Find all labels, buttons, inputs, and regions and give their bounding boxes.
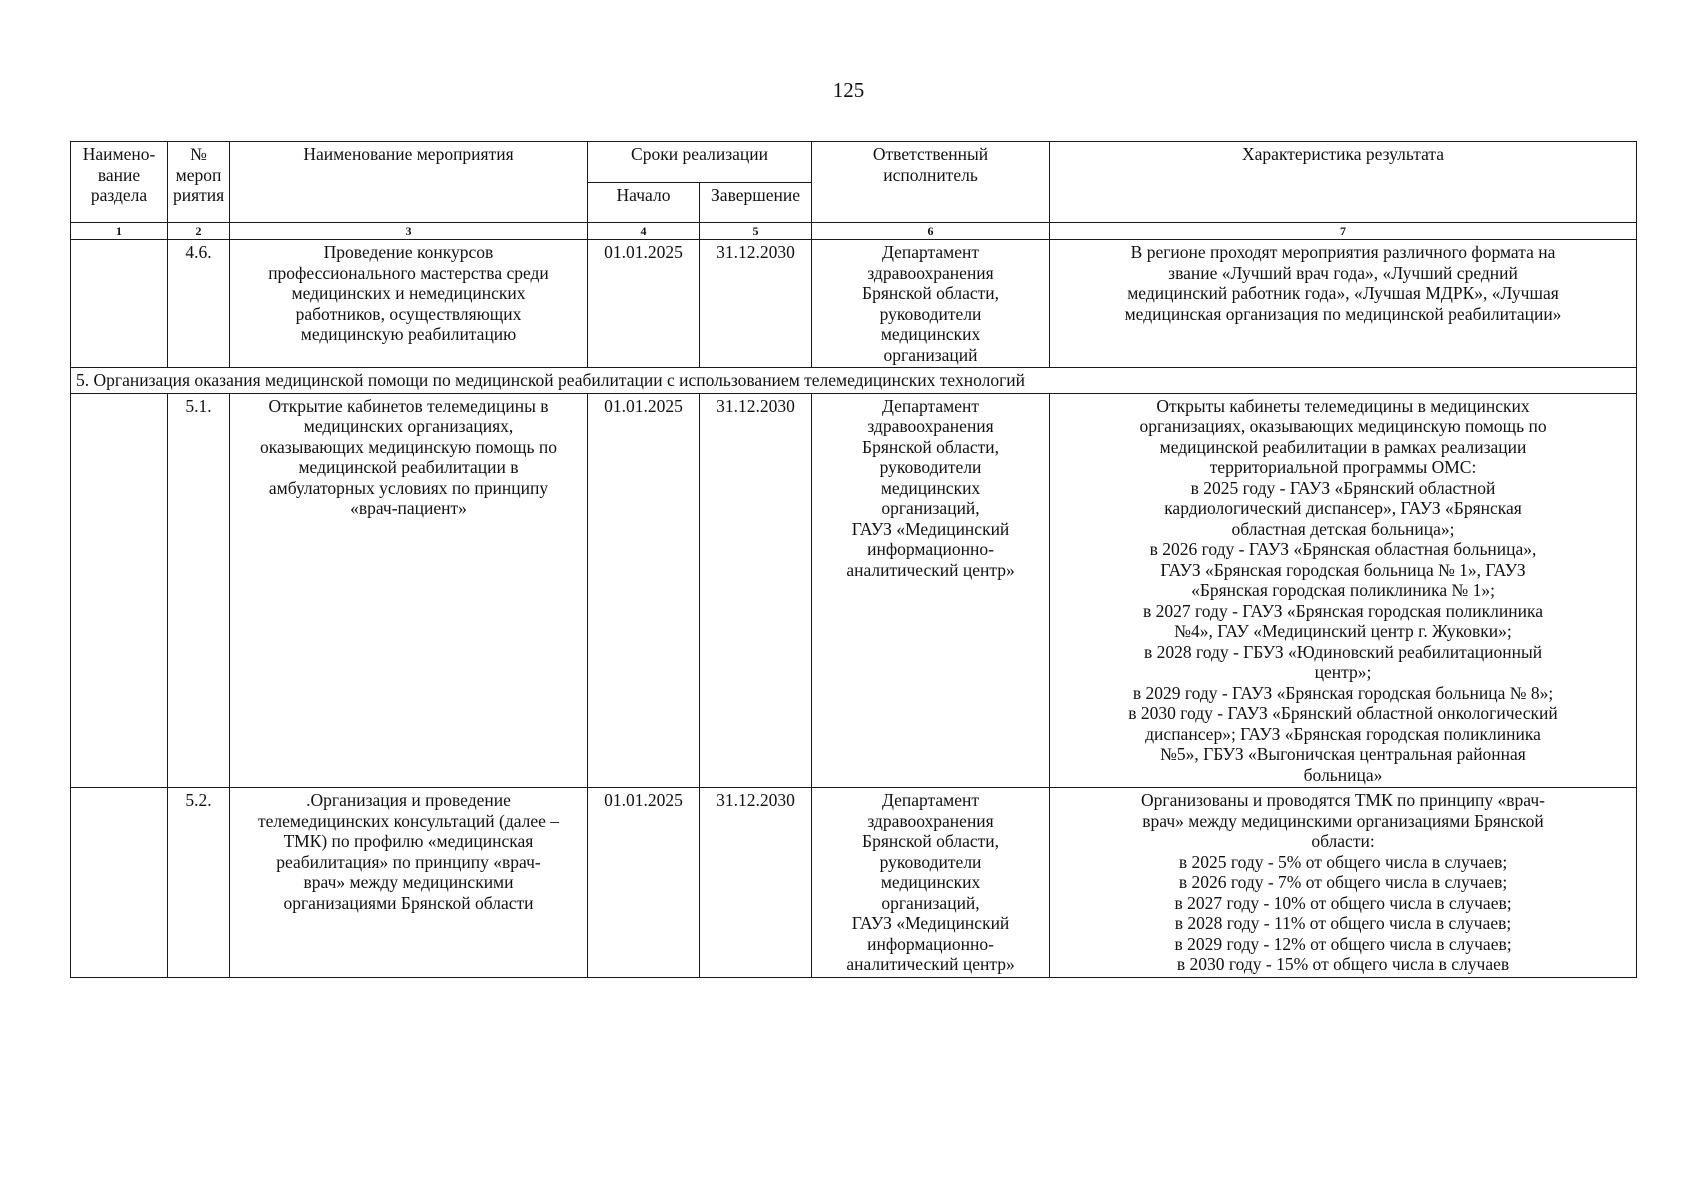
header-responsible: Ответственный исполнитель	[812, 142, 1050, 223]
section-cell	[71, 240, 168, 368]
column-number: 2	[168, 223, 230, 240]
event-name: Открытие кабинетов телемедицины в медицинских организациях, оказывающих медицинскую помощь по медицинской реабилитации в амбулаторных условиях по принципу «врач-пациент»	[230, 393, 588, 788]
event-name: .Организация и проведение телемедицинских консультаций (далее – ТМК) по профилю «медицинская реабилитация» по принципу «врач- врач» между медицинскими организациями Брянской области	[230, 788, 588, 978]
table-row-4-6	[71, 240, 1637, 368]
column-numbers-row	[71, 223, 1637, 240]
responsible-executor: Департамент здравоохранения Брянской области, руководители медицинских организаций, ГАУЗ «Медицинский информационно- аналитический центр»	[812, 393, 1050, 788]
result-description: Открыты кабинеты телемедицины в медицинских организациях, оказывающих медицинскую помощь по медицинской реабилитации в рамках реализации территориальной программы ОМС: в 2025 году - ГАУЗ «Брянский областной кардиологический диспансер», ГАУЗ «Брянская областная детская больница»; в 2026 году - ГАУЗ «Брянская областная больница», ГАУЗ «Брянская городская больница № 1», ГАУЗ «Брянская городская поликлиника № 1»; в 2027 году - ГАУЗ «Брянская городская поликлиника №4», ГАУ «Медицинский центр г. Жуковки»; в 2028 году - ГБУЗ «Юдиновский реабилитационный центр»; в 2029 году - ГАУЗ «Брянская городская больница № 8»; в 2030 году - ГАУЗ «Брянский областной онкологический диспансер»; ГАУЗ «Брянская городская поликлиника №5», ГБУЗ «Выгоничская центральная районная больница»	[1050, 393, 1637, 788]
end-date: 31.12.2030	[700, 788, 812, 978]
responsible-executor: Департамент здравоохранения Брянской области, руководители медицинских организаций, ГАУЗ «Медицинский информационно- аналитический центр»	[812, 788, 1050, 978]
event-number: 5.2.	[168, 788, 230, 978]
header-row	[71, 142, 1637, 183]
result-description: В регионе проходят мероприятия различного формата на звание «Лучший врач года», «Лучший средний медицинский работник года», «Лучшая МДРК», «Лучшая медицинская организация по медицинской реабилитации»	[1050, 240, 1637, 368]
table-row-5-1	[71, 393, 1637, 788]
start-date: 01.01.2025	[588, 788, 700, 978]
event-number: 4.6.	[168, 240, 230, 368]
section-row-5	[71, 368, 1637, 394]
activities-table	[70, 141, 1637, 978]
header-start: Начало	[588, 183, 700, 223]
section-cell	[71, 393, 168, 788]
page-number: 125	[832, 78, 865, 102]
column-number: 7	[1050, 223, 1637, 240]
column-number: 3	[230, 223, 588, 240]
end-date: 31.12.2030	[700, 393, 812, 788]
header-end: Завершение	[700, 183, 812, 223]
column-number: 4	[588, 223, 700, 240]
event-number: 5.1.	[168, 393, 230, 788]
section-title: 5. Организация оказания медицинской помощи по медицинской реабилитации с использованием телемедицинских технологий	[71, 368, 1637, 394]
result-description: Организованы и проводятся ТМК по принципу «врач- врач» между медицинскими организациями Брянской области: в 2025 году - 5% от общего числа в случаев; в 2026 году - 7% от общего числа в случаев; в 2027 году - 10% от общего числа в случаев; в 2028 году - 11% от общего числа в случаев; в 2029 году - 12% от общего числа в случаев; в 2030 году - 15% от общего числа в случаев	[1050, 788, 1637, 978]
header-event-number: № мероп риятия	[168, 142, 230, 223]
section-cell	[71, 788, 168, 978]
table-row-5-2	[71, 788, 1637, 978]
responsible-executor: Департамент здравоохранения Брянской области, руководители медицинских организаций	[812, 240, 1050, 368]
start-date: 01.01.2025	[588, 240, 700, 368]
header-event-name: Наименование мероприятия	[230, 142, 588, 223]
column-number: 5	[700, 223, 812, 240]
end-date: 31.12.2030	[700, 240, 812, 368]
header-terms: Сроки реализации	[588, 142, 812, 183]
start-date: 01.01.2025	[588, 393, 700, 788]
column-number: 1	[71, 223, 168, 240]
column-number: 6	[812, 223, 1050, 240]
event-name: Проведение конкурсов профессионального мастерства среди медицинских и немедицинских работников, осуществляющих медицинскую реабилитацию	[230, 240, 588, 368]
header-section-name: Наимено- вание раздела	[71, 142, 168, 223]
header-result: Характеристика результата	[1050, 142, 1637, 223]
